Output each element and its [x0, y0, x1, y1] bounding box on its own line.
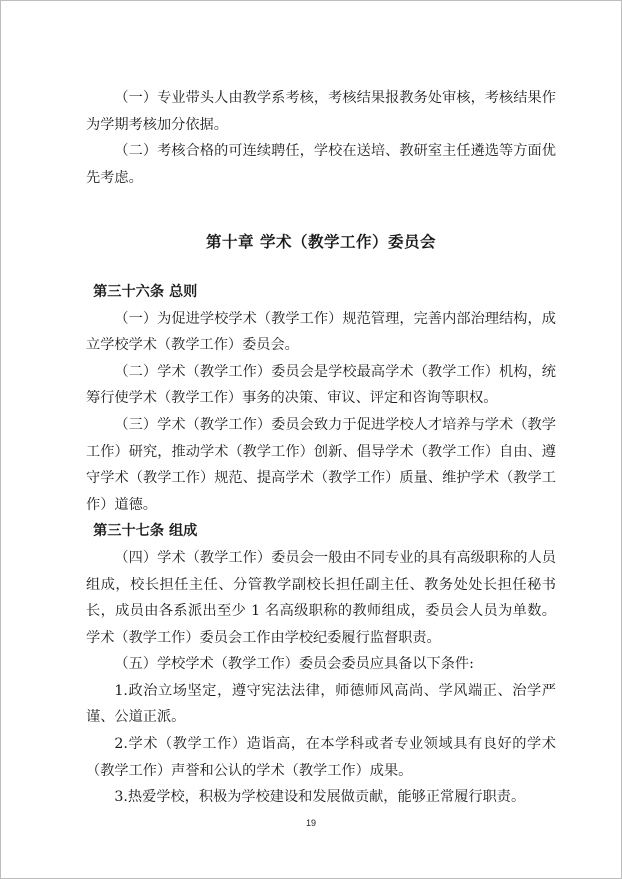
page-content	[86, 85, 556, 811]
article-heading: 第三十六条 总则	[93, 283, 198, 300]
list-item: 3.热爱学校，积极为学校建设和发展做贡献，能够正常履行职责。	[114, 789, 526, 806]
paragraph: （四）学术（教学工作）委员会一般由不同专业的具有高级职称的人员组成，校长担任主任、分管教学副校长担任副主任、教务处处长担任秘书长，成员由各系派出至少 1 名高级职称的教师组成，委员会人员为单数。学术（教学工作）委员会工作由学校纪委履行监督职责。	[86, 549, 556, 646]
list-item: 2.学术（教学工作）造诣高，在本学科或者专业领域具有良好的学术（教学工作）声誉和公认的学术（教学工作）成果。	[86, 736, 556, 779]
paragraph: （三）学术（教学工作）委员会致力于促进学校人才培养与学术（教学工作）研究，推动学术（教学工作）创新、倡导学术（教学工作）自由、遵守学术（教学工作）规范、提高学术（教学工作）质量、维护学术（教学工作）道德。	[86, 416, 556, 513]
paragraph: （五）学校学术（教学工作）委员会委员应具备以下条件:	[114, 656, 474, 673]
page-number: 19	[305, 818, 316, 828]
article-heading: 第三十七条 组成	[93, 523, 198, 540]
paragraph: （一）专业带头人由教学系考核，考核结果报教务处审核，考核结果作为学期考核加分依据。	[86, 90, 556, 133]
list-item: 1.政治立场坚定，遵守宪法法律，师德师风高尚、学风端正、治学严谨、公道正派。	[86, 682, 556, 726]
paragraph: （一）为促进学校学术（教学工作）规范管理，完善内部治理结构，成立学校学术（教学工作）委员会。	[86, 310, 556, 354]
chapter-title: 第十章 学术（教学工作）委员会	[206, 233, 436, 252]
paragraph: （二）学术（教学工作）委员会是学校最高学术（教学工作）机构，统筹行使学术（教学工作）事务的决策、审议、评定和咨询等职权。	[86, 363, 556, 407]
paragraph: （二）考核合格的可连续聘任，学校在送培、教研室主任遴选等方面优先考虑。	[86, 143, 556, 186]
